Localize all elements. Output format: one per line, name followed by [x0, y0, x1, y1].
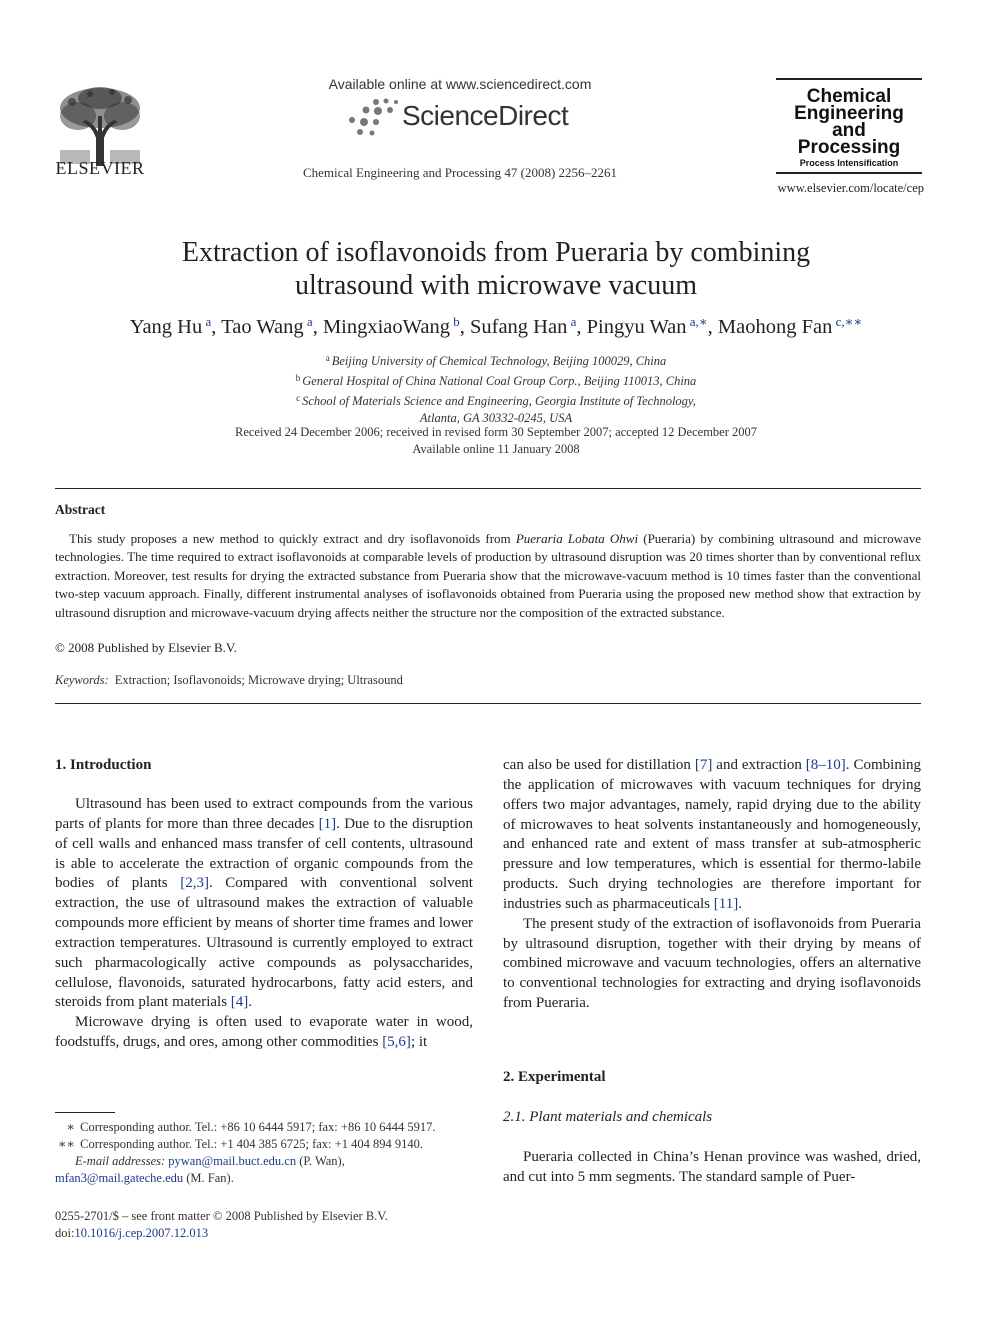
text-run: Ultrasound has been used to extract compounds from the various parts of plants for more than three decades — [55, 796, 473, 832]
title-line: ultrasound with microwave vacuum — [294, 270, 697, 301]
citation-link[interactable]: [2,3] — [180, 875, 209, 892]
affiliation-letter: a — [325, 353, 330, 363]
paragraph — [55, 1013, 473, 1053]
keywords-label: Keywords: — [55, 673, 109, 687]
footnote-emails — [55, 1153, 485, 1170]
text-run: Pueraria collected in China’s Henan province was washed, dried, and cut into 5 mm segments. The standard sample of Puer- — [503, 1149, 921, 1185]
email-owner: (P. Wan), — [296, 1154, 345, 1168]
footnote-corresponding-1 — [55, 1119, 485, 1136]
doi-link[interactable]: 10.1016/j.cep.2007.12.013 — [74, 1226, 209, 1240]
text-run: and extraction — [712, 757, 806, 773]
affiliation-list — [180, 350, 812, 427]
text-run: . — [738, 895, 742, 912]
affiliation-mark[interactable]: a — [202, 314, 212, 329]
citation-link[interactable]: [11] — [713, 895, 739, 912]
abstract-text-part: This study proposes a new method to quickly extract and dry isoflavonoids from — [69, 531, 516, 546]
right-column-text-continued — [503, 1148, 921, 1188]
doi-label: doi: — [55, 1226, 75, 1240]
affiliation-mark[interactable]: a — [303, 314, 313, 329]
author-separator: , — [576, 316, 587, 338]
paragraph — [503, 1148, 921, 1188]
author-list — [40, 314, 952, 339]
affiliation-letter: c — [296, 393, 301, 403]
footnote-corresponding-2 — [55, 1136, 485, 1153]
footnote-mark: ∗∗ — [58, 1137, 75, 1151]
affiliation-mark[interactable]: c,∗∗ — [832, 314, 863, 329]
paragraph — [503, 915, 921, 1014]
text-run: . Due to the disruption of cell walls and enhanced mass transfer of cell contents, ultrasound is able to accelerate the extraction of organic compounds from the bodies of plants — [55, 815, 473, 892]
section-heading-introduction: 1. Introduction — [55, 757, 152, 773]
abstract-species-name: Pueraria Lobata Ohwi — [515, 531, 639, 546]
journal-citation: Chemical Engineering and Processing 47 (2008) 2256–2261 — [302, 165, 618, 180]
footnote-divider — [55, 1112, 115, 1113]
email-label: E-mail addresses: — [75, 1154, 166, 1168]
doi-line — [55, 1225, 485, 1242]
paragraph — [55, 795, 473, 1013]
affiliation-text: Beijing University of Chemical Technology, Beijing 100029, China — [331, 354, 667, 368]
affiliation-letter: b — [295, 373, 301, 383]
affiliation-text: General Hospital of China National Coal Group Corp., Beijing 110013, China — [302, 374, 697, 388]
sciencedirect-logo — [346, 96, 586, 140]
affiliation — [180, 350, 812, 370]
section-heading-experimental: 2. Experimental — [503, 1069, 606, 1085]
citation-link[interactable]: [8–10] — [805, 757, 846, 773]
journal-logo-line: Processing — [797, 137, 901, 158]
paragraph — [503, 756, 921, 915]
email-link-wan[interactable]: pywan@mail.buct.edu.cn — [168, 1154, 297, 1168]
affiliation-text: School of Materials Science and Engineering, Georgia Institute of Technology, — [302, 394, 696, 408]
journal-logo-line: Engineering — [794, 103, 904, 124]
affiliation-mark[interactable]: a — [567, 314, 577, 329]
affiliation-mark[interactable]: a,∗ — [686, 314, 708, 329]
author-separator: , — [211, 316, 222, 338]
text-run: ; it — [410, 1034, 428, 1051]
abstract-text — [55, 530, 921, 622]
citation-link[interactable]: [1] — [318, 815, 337, 832]
author-name: Yang Hu — [129, 316, 203, 338]
author-name: Pingyu Wan — [586, 316, 687, 338]
paper-title — [96, 236, 896, 302]
right-column-text — [503, 756, 921, 1014]
text-run: The present study of the extraction of isoflavonoids from Pueraria by ultrasound disruption, together with their drying by means of combined microwave and vacuum technologies, offers an alternative to conventional technologies for extracting and drying isoflavonoids from Pueraria. — [503, 915, 921, 1012]
title-line: Extraction of isoflavonoids from Pueraria by combining — [181, 237, 811, 268]
keywords-list: Extraction; Isoflavonoids; Microwave drying; Ultrasound — [114, 673, 403, 687]
footnote-text: Corresponding author. Tel.: +86 10 6444 5917; fax: +86 10 6444 5917. — [80, 1120, 436, 1134]
author-name: MingxiaoWang — [322, 316, 450, 338]
author-name: Sufang Han — [469, 316, 568, 338]
email-link-fan[interactable]: mfan3@mail.gateche.edu — [55, 1171, 184, 1185]
email-owner: (M. Fan). — [183, 1171, 234, 1185]
keywords — [55, 673, 403, 688]
text-run: . Combining the application of microwaves with vacuum techniques for drying offers two major advantages, namely, rapid drying due to the ability of microwaves to heat solvents instantaneously and homogeneously, and enhanced rate and extent of mass transfer at sub-atmospheric pressure and low temperatures, which is essential for thermo-labile products. Such drying technologies are therefore important for industries such as pharmaceuticals — [503, 757, 921, 912]
journal-logo-subtitle: Process Intensification — [799, 158, 899, 168]
article-dates — [140, 424, 852, 458]
author-name: Tao Wang — [221, 316, 304, 338]
journal-logo — [776, 78, 922, 174]
issn-doi-block — [55, 1208, 485, 1242]
abstract-heading: Abstract — [55, 502, 106, 517]
author-separator: , — [312, 316, 323, 338]
left-column-text — [55, 795, 473, 1053]
affiliation-mark[interactable]: b — [449, 314, 460, 329]
footnote-emails-continued — [55, 1170, 485, 1187]
journal-logo-line: and — [832, 120, 866, 141]
abstract-text-part: (Pueraria) by combining ultrasound and microwave technologies. The time required to extract isoflavonoids at comparable levels of production by ultrasound disruption was 20 times shorter than by conventional reflux extraction. Moreover, test results for drying the extracted substance from Pueraria show that the microwave-vacuum method is 10 times faster than the conventional two-step vacuum approach. Finally, different instrumental analyses of isoflavonoids obtained from Pueraria using the proposed new method show that extraction by ultrasound disruption and microwave-vacuum drying affects neither the structure nor the composition of the extracted substance. — [55, 531, 921, 620]
available-online-date: Available online 11 January 2008 — [412, 442, 580, 456]
affiliation — [180, 370, 812, 390]
author-separator: , — [459, 316, 470, 338]
available-online-text: Available online at www.sciencedirect.com — [328, 76, 592, 92]
abstract-copyright: © 2008 Published by Elsevier B.V. — [55, 640, 237, 655]
author-name: Maohong Fan — [717, 316, 833, 338]
text-run: Microwave drying is often used to evaporate water in wood, foodstuffs, drugs, and ores, among other commodities — [55, 1014, 473, 1051]
author-separator: , — [707, 316, 718, 338]
affiliation — [180, 390, 812, 410]
divider — [55, 703, 921, 704]
footnote-text: Corresponding author. Tel.: +1 404 385 6725; fax: +1 404 894 9140. — [80, 1137, 423, 1151]
sciencedirect-name: ScienceDirect — [402, 100, 569, 131]
publisher-name: ELSEVIER — [55, 158, 145, 178]
text-run: can also be used for distillation — [503, 757, 695, 773]
citation-link[interactable]: [4] — [230, 994, 249, 1011]
text-run: . — [248, 994, 253, 1011]
issn-line: 0255-2701/$ – see front matter © 2008 Published by Elsevier B.V. — [55, 1209, 388, 1223]
journal-url-link[interactable]: www.elsevier.com/locate/cep — [777, 181, 924, 195]
footnotes — [55, 1119, 485, 1187]
subsection-heading: 2.1. Plant materials and chemicals — [503, 1109, 713, 1125]
journal-logo-line: Chemical — [806, 86, 892, 107]
divider — [55, 488, 921, 489]
sciencedirect-dots-icon — [346, 98, 402, 138]
text-run: . Compared with conventional solvent extraction, the use of ultrasound makes the extraction of valuable compounds more efficient by means of shorter time frames and lower extraction temperatures. Ultrasound is currently employed to extract such pharmacologically active compounds as polysaccharides, cellulose, flavonoids, saturated hydrocarbons, fatty acid esters, and steroids from plant materials — [55, 875, 473, 1011]
affiliation-text: Atlanta, GA 30332-0245, USA — [419, 411, 573, 425]
received-dates: Received 24 December 2006; received in revised form 30 September 2007; accepted 12 December 2007 — [234, 425, 758, 439]
citation-link[interactable]: [5,6] — [382, 1034, 411, 1051]
footnote-mark: ∗ — [66, 1120, 75, 1134]
citation-link[interactable]: [7] — [694, 757, 713, 773]
